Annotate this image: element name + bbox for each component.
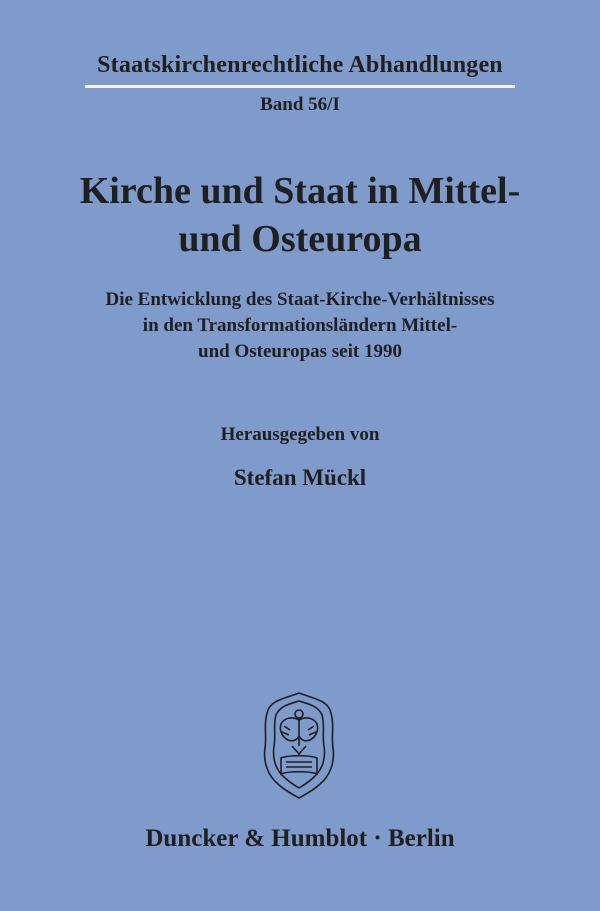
- series-title: Staatskirchenrechtliche Abhandlungen: [97, 52, 503, 78]
- edited-by-label: Herausgegeben von: [220, 424, 380, 445]
- subtitle-line-1: Die Entwicklung des Staat-Kirche-Verhältnisses: [105, 289, 495, 310]
- book-title: [0, 167, 600, 263]
- title-line-2: und Osteuropa: [178, 218, 422, 260]
- book-subtitle: [0, 287, 600, 365]
- publisher-imprint: Duncker & Humblot · Berlin: [145, 825, 455, 852]
- subtitle-line-3: und Osteuropas seit 1990: [198, 341, 402, 362]
- title-line-1: Kirche und Staat in Mittel-: [79, 170, 521, 212]
- publisher-logo-icon: [258, 690, 340, 802]
- subtitle-line-2: in den Transformationsländern Mittel-: [142, 315, 458, 336]
- series-rule: [85, 85, 515, 88]
- editor-name: Stefan Mückl: [233, 465, 367, 490]
- volume-label: Band 56/I: [260, 94, 340, 115]
